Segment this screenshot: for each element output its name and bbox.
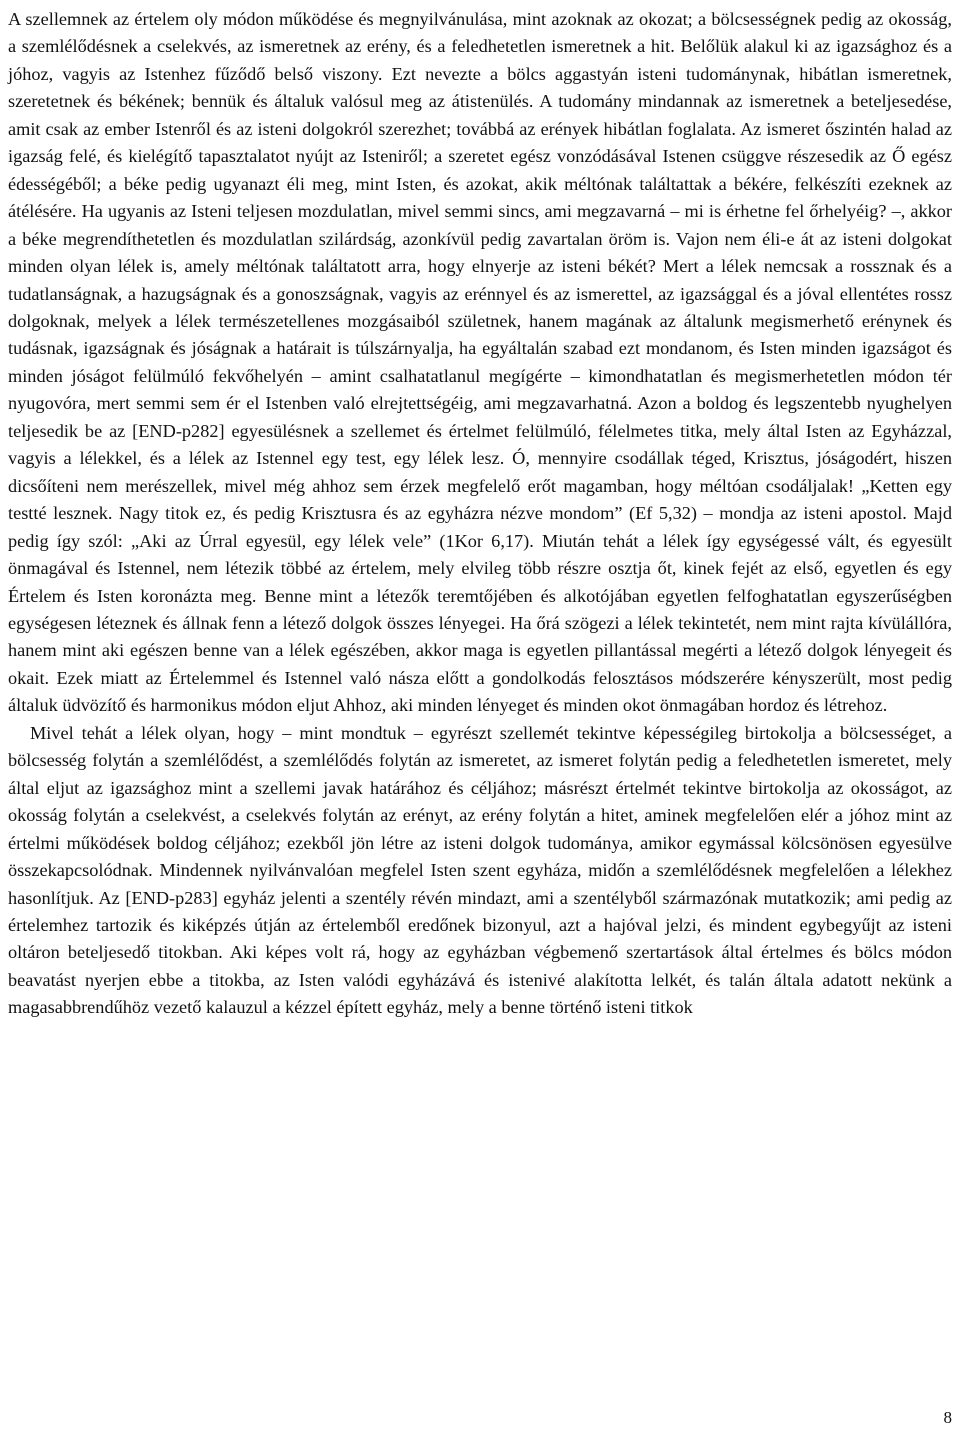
body-paragraph-2: Mivel tehát a lélek olyan, hogy – mint mondtuk – egyrészt szellemét tekintve képességileg birtokolja a bölcsességet, a bölcsesség folytán a szemlélődést, a szemlélődés folytán az ismeretet, az ismeret folytán pedig a feledhetetlen ismeretet, mely által eljut az igazsághoz mint a szellemi javak határához és céljához; másrészt értelmét tekintve birtokolja az okosságot, az okosság folytán a cselekvést, a cselekvés folytán az erényt, az erény folytán a hitet, aminek megfelelően elér a jóhoz mint az értelmi működések boldog céljához; ezekből jön létre az isteni dolgok tudománya, amikor egymással kölcsönösen egyesülve összekapcsolódnak. Mindennek nyilvánvalóan megfelel Isten szent egyháza, midőn a szemlélődésnek megfelelően a lélekhez hasonlítjuk. Az [END-p283] egyház jelenti a szentély révén mindazt, ami a szentélyből származónak mutatkozik; ami pedig az értelemhez tartozik és kiképzés útján az értelemből eredőnek bizonyul, azt a hajóval jelzi, és mindent egybegyűjt az isteni oltáron beteljesedő titokban. Aki képes volt rá, hogy az egyházban végbemenő szertartások által értelmes és bölcs módon beavatást nyerjen ebbe a titokba, az Isten valódi egyházává és istenivé alakította lelkét, és talán általa adatott nekünk a magasabbrendűhöz vezető kalauzul a kézzel épített egyház, mely a benne történő isteni titkok [8,722,952,1018]
body-paragraph-1: A szellemnek az értelem oly módon működése és megnyilvánulása, mint azoknak az okozat; a bölcsességnek pedig az okosság, a szemlélődésnek a cselekvés, az ismeretnek az erény, és a feledhetetlen ismeretnek a hit. Belőlük alakul ki az igazsághoz és a jóhoz, vagyis az Istenhez fűződő belső viszony. Ezt nevezte a bölcs aggastyán isteni tudománynak, hibátlan ismeretnek, szeretetnek és békének; bennük és általuk valósul meg az átistenülés. A tudomány mindannak az ismeretnek a beteljesedése, amit csak az ember Istenről és az isteni dolgokról szerezhet; továbbá az erények hibátlan foglalata. Az ismeret őszintén halad az igazság felé, és kielégítő tapasztalatot nyújt az Isteniről; a szeretet egész vonzódásával Istenen csüggve részesedik az Ő egész édességéből; a béke pedig ugyanazt éli meg, mint Isten, és azokat, akik méltónak találtattak a békére, felkészíti ezeknek az átélésére. Ha ugyanis az Isteni teljesen mozdulatlan, mivel semmi sincs, ami megzavarná – mi is érhetne fel őrhelyéig? –, akkor a béke megrendíthetetlen és mozdulatlan szilárdság, azonkívül pedig zavartalan öröm is. Vajon nem éli-e át az isteni dolgokat minden olyan lélek is, amely méltónak találtatott arra, hogy elnyerje az isteni békét? Mert a lélek nemcsak a rossznak és a tudatlanságnak, a hazugságnak és a gonoszságnak, vagyis az erénnyel és az ismerettel, az igazsággal és a jóval ellentétes rossz dolgoknak, melyek a lélek természetellenes mozgásaiból születnek, hanem magának az általunk megismerhető erénynek és tudásnak, igazságnak és jóságnak a határait is túlszárnyalja, ha egyáltalán szabad ezt mondanom, és Isten minden igazságot és minden jóságot felülmúló fekvőhelyén – amint csalhatatlanul megígérte – kimondhatatlan és megismerhetetlen módon tér nyugovóra, mert semmi sem ér el Istenben való elrejtettségéig, ami megzavarhatná. Azon a boldog és legszentebb nyughelyen teljesedik be az [END-p282] egyesülésnek a szellemet és értelmet felülmúló, félelmetes titka, mely által Isten az Egyházzal, vagyis a lélekkel, és a lélek az Istennel egy test, egy lélek lesz. Ó, mennyire csodállak téged, Krisztus, jóságodért, hiszen dicsőíteni nem merészellek, mivel még ahhoz sem érzek megfelelő erőt magamban, hogy méltóan csodáljalak! „Ketten egy testté lesznek. Nagy titok ez, és pedig Krisztusra és az egyházra nézve mondom” (Ef 5,32) – mondja az isteni apostol. Majd pedig így szól: „Aki az Úrral egyesül, egy lélek vele” (1Kor 6,17). Miután tehát a lélek így egységessé vált, és egyesült önmagával és Istennel, nem létezik többé az értelem, mely elvileg több részre osztja őt, kinek fejét az első, egyetlen és egy Értelem és Isten koronázta meg. Benne mint a létezők teremtőjében és alkotójában egyetlen felfoghatatlan egyszerűségben egységesen léteznek és állnak fenn a létező dolgok összes lényegei. Ha őrá szögezi a lélek tekintetét, nem mint rajta kívülállóra, hanem mint aki egészen benne van a lélek egészében, akkor maga is egyetlen pillantással megérti a létező dolgok lényegeit és okait. Ezek miatt az Értelemmel és Istennel való násza előtt a gondolkodás felosztásos módszerére kényszerült, most pedig általuk üdvözítő és harmonikus módon eljut Ahhoz, aki minden lényeget és minden okot önmagában hordoz és létrehoz. [8,9,952,716]
document-page [8,6,952,1022]
page-number: 8 [943,1408,952,1427]
